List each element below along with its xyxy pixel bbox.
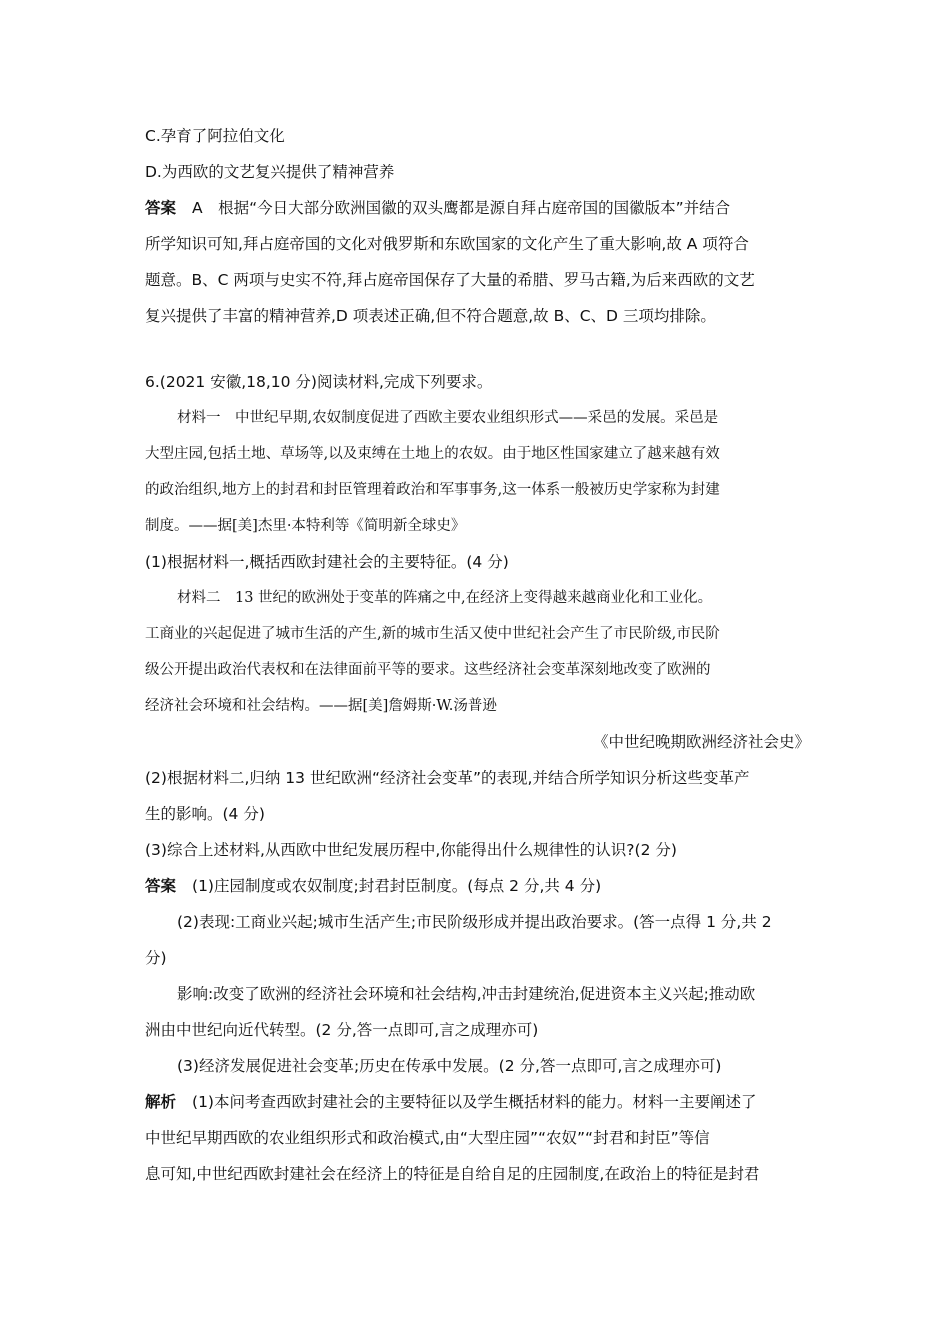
answer-6-3: (3)经济发展促进社会变革;历史在传承中发展。(2 分,答一点即可,言之成理亦可) xyxy=(177,1057,722,1075)
material-2-line-2: 工商业的兴起促进了城市生活的产生,新的城市生活又使中世纪社会产生了市民阶级,市民阶 xyxy=(145,626,720,642)
question-6-title: 6.(2021 安徽,18,10 分)阅读材料,完成下列要求。 xyxy=(145,373,493,391)
material-1-line-2: 大型庄园,包括土地、草场等,以及束缚在土地上的农奴。由于地区性国家建立了越来越有效 xyxy=(145,446,720,462)
question-6-1: (1)根据材料一,概括西欧封建社会的主要特征。(4 分) xyxy=(145,553,509,571)
material-1-line-3: 的政治组织,地方上的封君和封臣管理着政治和军事事务,这一体系一般被历史学家称为封建 xyxy=(145,482,720,498)
answer-6-2-line-1: (2)表现:工商业兴起;城市生活产生;市民阶级形成并提出政治要求。(答一点得 1 分,共 2 xyxy=(177,913,772,931)
answer-6-impact-line-1: 影响:改变了欧洲的经济社会环境和社会结构,冲击封建统治,促进资本主义兴起;推动欧 xyxy=(177,985,756,1003)
answer-6-impact-line-2: 洲由中世纪向近代转型。(2 分,答一点即可,言之成理亦可) xyxy=(145,1021,539,1039)
question-6-2-line-1: (2)根据材料二,归纳 13 世纪欧洲“经济社会变革”的表现,并结合所学知识分析这些变革产 xyxy=(145,769,750,787)
question-6-3: (3)综合上述材料,从西欧中世纪发展历程中,你能得出什么规律性的认识?(2 分) xyxy=(145,841,677,859)
document-page xyxy=(145,118,810,1192)
answer-label: 答案 xyxy=(145,877,177,895)
option-d: D.为西欧的文艺复兴提供了精神营养 xyxy=(145,163,395,181)
answer-5-line-3: 题意。B、C 两项与史实不符,拜占庭帝国保存了大量的希腊、罗马古籍,为后来西欧的文艺 xyxy=(145,271,755,289)
analysis-line-2: 中世纪早期西欧的农业组织形式和政治模式,由“大型庄园”“农奴”“封君和封臣”等信 xyxy=(145,1129,710,1147)
analysis-label: 解析 xyxy=(145,1093,177,1111)
answer-label: 答案 xyxy=(145,199,177,217)
material-2-source: 《中世纪晚期欧洲经济社会史》 xyxy=(592,733,810,751)
answer-5-line-4: 复兴提供了丰富的精神营养,D 项表述正确,但不符合题意,故 B、C、D 三项均排除。 xyxy=(145,307,716,325)
material-1-line-1: 材料一 中世纪早期,农奴制度促进了西欧主要农业组织形式——采邑的发展。采邑是 xyxy=(177,410,719,426)
answer-5-line-1: 答案 A 根据“今日大部分欧洲国徽的双头鹰都是源自拜占庭帝国的国徽版本”并结合 xyxy=(145,199,731,217)
answer-6-line-1: 答案 (1)庄园制度或农奴制度;封君封臣制度。(每点 2 分,共 4 分) xyxy=(145,877,602,895)
material-2-line-3: 级公开提出政治代表权和在法律面前平等的要求。这些经济社会变革深刻地改变了欧洲的 xyxy=(145,662,711,678)
question-6-2-line-2: 生的影响。(4 分) xyxy=(145,805,265,823)
material-2-line-1: 材料二 13 世纪的欧洲处于变革的阵痛之中,在经济上变得越来越商业化和工业化。 xyxy=(177,590,713,606)
answer-6-2-line-2: 分) xyxy=(145,949,167,967)
analysis-line-1: 解析 (1)本问考查西欧封建社会的主要特征以及学生概括材料的能力。材料一主要阐述了 xyxy=(145,1093,757,1111)
option-c: C.孕育了阿拉伯文化 xyxy=(145,127,285,145)
answer-5-line-2: 所学知识可知,拜占庭帝国的文化对俄罗斯和东欧国家的文化产生了重大影响,故 A 项符合 xyxy=(145,235,749,253)
material-1-line-4: 制度。——据[美]杰里·本特利等《简明新全球史》 xyxy=(145,518,466,534)
analysis-line-3: 息可知,中世纪西欧封建社会在经济上的特征是自给自足的庄园制度,在政治上的特征是封君 xyxy=(145,1165,760,1183)
material-2-line-4: 经济社会环境和社会结构。——据[美]詹姆斯·W.汤普逊 xyxy=(145,698,497,714)
